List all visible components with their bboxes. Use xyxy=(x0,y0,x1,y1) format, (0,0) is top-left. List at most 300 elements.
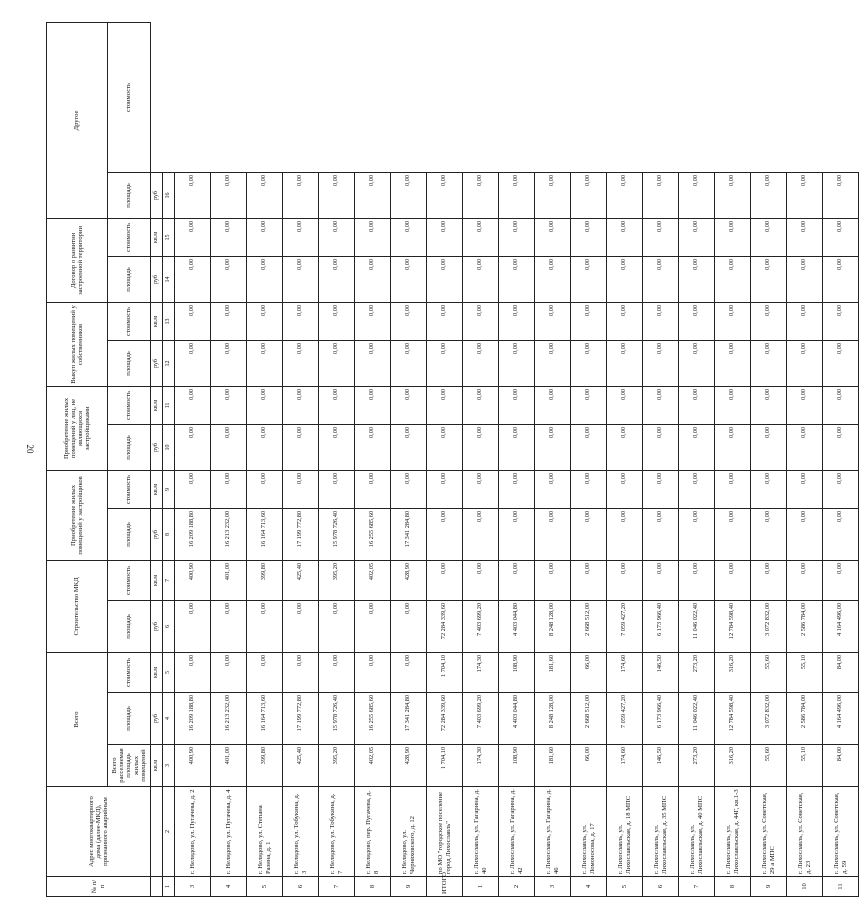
header-unit: руб xyxy=(151,256,163,302)
row-value: 0,00 xyxy=(355,302,391,340)
row-value: 0,00 xyxy=(211,302,247,340)
row-value: 0,00 xyxy=(319,340,355,386)
row-value: 0,00 xyxy=(355,652,391,692)
row-value: 0,00 xyxy=(499,340,535,386)
row-number: 2 xyxy=(499,877,535,897)
header-unit: руб xyxy=(151,172,163,218)
header-subcolumn: стоимость xyxy=(108,302,151,340)
row-value: 0,00 xyxy=(427,386,463,424)
table-row xyxy=(175,23,211,897)
row-value: 395,20 xyxy=(319,745,355,787)
row-value: 0,00 xyxy=(463,424,499,470)
row-value: 12 784 598,40 xyxy=(715,600,751,652)
row-value: 0,00 xyxy=(715,172,751,218)
row-value: 0,00 xyxy=(319,470,355,508)
row-value: 0,00 xyxy=(463,470,499,508)
row-value: 66,00 xyxy=(571,745,607,787)
row-value: 0,00 xyxy=(715,470,751,508)
row-value: 11 046 022,40 xyxy=(679,693,715,745)
header-unit: кв.м xyxy=(151,302,163,340)
row-value: 0,00 xyxy=(679,302,715,340)
row-address: г. Лихославль, ул. Лихославльская, д. 18 МПС xyxy=(607,787,643,877)
row-value: 0,00 xyxy=(823,256,859,302)
row-value: 0,00 xyxy=(247,302,283,340)
header-group: Выкуп жилых помещений у собственников xyxy=(47,302,108,386)
row-value: 2 586 784,00 xyxy=(787,600,823,652)
row-address: г. Нелидово, ул. Тобукина, д. 3 xyxy=(283,787,319,877)
row-number: 4 xyxy=(211,877,247,897)
row-value: 16 164 713,60 xyxy=(247,508,283,560)
row-value: 0,00 xyxy=(535,340,571,386)
row-value: 0,00 xyxy=(319,424,355,470)
row-value: 0,00 xyxy=(607,470,643,508)
row-value: 0,00 xyxy=(823,560,859,600)
row-value: 15 978 726,40 xyxy=(319,693,355,745)
row-number: 7 xyxy=(319,877,355,897)
table-row xyxy=(499,23,535,897)
row-value: 0,00 xyxy=(175,386,211,424)
row-value: 425,40 xyxy=(283,560,319,600)
header-index: 3 xyxy=(163,745,175,787)
row-value: 12 784 598,40 xyxy=(715,693,751,745)
row-value: 0,00 xyxy=(499,560,535,600)
table-row xyxy=(247,23,283,897)
row-value: 0,00 xyxy=(427,470,463,508)
row-value: 146,50 xyxy=(643,745,679,787)
row-value: 0,00 xyxy=(175,218,211,256)
row-value: 55,60 xyxy=(751,745,787,787)
row-value: 0,00 xyxy=(607,508,643,560)
row-value: 400,90 xyxy=(175,560,211,600)
row-value: 0,00 xyxy=(391,600,427,652)
header-unit: кв.м xyxy=(151,218,163,256)
row-value: 399,80 xyxy=(247,745,283,787)
row-address: г. Лихославль, ул. Советская, д. 59 xyxy=(823,787,859,877)
row-value: 425,40 xyxy=(283,745,319,787)
row-value: 0,00 xyxy=(751,560,787,600)
row-value: 0,00 xyxy=(355,470,391,508)
header-group: Всего xyxy=(47,652,108,786)
row-value: 0,00 xyxy=(499,218,535,256)
row-value: 2 586 784,00 xyxy=(787,693,823,745)
row-value: 0,00 xyxy=(283,386,319,424)
row-address: г. Нелидово, пер. Пугачева, д. 8 xyxy=(355,787,391,877)
row-value: 0,00 xyxy=(355,340,391,386)
row-value: 0,00 xyxy=(247,172,283,218)
row-value: 17 341 284,80 xyxy=(391,693,427,745)
row-value: 0,00 xyxy=(211,340,247,386)
row-value: 16 255 685,60 xyxy=(355,693,391,745)
row-value: 0,00 xyxy=(715,508,751,560)
row-value: 0,00 xyxy=(535,172,571,218)
header-subcolumn: площадь xyxy=(108,508,151,560)
row-value: 55,60 xyxy=(751,652,787,692)
table-row xyxy=(319,23,355,897)
row-value: 0,00 xyxy=(607,560,643,600)
row-value: 0,00 xyxy=(175,652,211,692)
header-subcolumn: стоимость xyxy=(108,218,151,256)
row-value: 0,00 xyxy=(643,424,679,470)
row-value: 84,00 xyxy=(823,652,859,692)
header-subcolumn: площадь xyxy=(108,600,151,652)
table-row xyxy=(391,23,427,897)
row-number: 4 xyxy=(571,877,607,897)
row-value: 401,00 xyxy=(211,745,247,787)
header-index: 16 xyxy=(163,172,175,218)
row-value: 0,00 xyxy=(283,470,319,508)
row-value: 0,00 xyxy=(571,340,607,386)
row-number: 1 xyxy=(463,877,499,897)
row-value: 0,00 xyxy=(751,340,787,386)
row-address: г. Лихославль, ул. Гагарина, д. 42 xyxy=(499,787,535,877)
row-value: 0,00 xyxy=(751,256,787,302)
row-value: 6 173 966,40 xyxy=(643,693,679,745)
row-value: 0,00 xyxy=(679,172,715,218)
row-value: 402,05 xyxy=(355,560,391,600)
row-value: 0,00 xyxy=(643,340,679,386)
row-value: 0,00 xyxy=(751,302,787,340)
header-subcolumn: стоимость xyxy=(108,652,151,692)
row-value: 72 284 339,60 xyxy=(427,693,463,745)
row-value: 0,00 xyxy=(499,386,535,424)
row-value: 0,00 xyxy=(355,256,391,302)
row-value: 16 164 713,60 xyxy=(247,693,283,745)
header-index: 7 xyxy=(163,560,175,600)
row-value: 0,00 xyxy=(283,172,319,218)
row-value: 0,00 xyxy=(247,424,283,470)
table-row xyxy=(787,23,823,897)
row-value: 146,50 xyxy=(643,652,679,692)
row-value: 3 072 832,00 xyxy=(751,600,787,652)
row-value: 174,60 xyxy=(607,652,643,692)
row-address: г. Лихославль, ул. Лихославльская, д. 40 МПС xyxy=(679,787,715,877)
header-index: 15 xyxy=(163,218,175,256)
row-value: 0,00 xyxy=(571,424,607,470)
row-value: 0,00 xyxy=(463,560,499,600)
table-row xyxy=(643,23,679,897)
header-unit: кв.м xyxy=(151,386,163,424)
row-value: 0,00 xyxy=(247,340,283,386)
row-value: 0,00 xyxy=(715,386,751,424)
header-index: 10 xyxy=(163,424,175,470)
row-value: 0,00 xyxy=(535,256,571,302)
row-value: 0,00 xyxy=(787,508,823,560)
row-value: 0,00 xyxy=(607,256,643,302)
row-value: 0,00 xyxy=(247,470,283,508)
row-address: г. Нелидово, ул. Черняховского, д. 12 xyxy=(391,787,427,877)
row-value: 0,00 xyxy=(175,302,211,340)
row-value: 0,00 xyxy=(535,218,571,256)
row-value: 0,00 xyxy=(463,256,499,302)
row-value: 0,00 xyxy=(751,218,787,256)
row-value: 0,00 xyxy=(787,302,823,340)
header-index: 11 xyxy=(163,386,175,424)
row-address: г. Нелидово, ул. Пугачева, д. 4 xyxy=(211,787,247,877)
header-index: 2 xyxy=(163,787,175,877)
header-index: 9 xyxy=(163,470,175,508)
header-group: Строительство МКД xyxy=(47,560,108,652)
row-value: 1 704,10 xyxy=(427,652,463,692)
row-value: 0,00 xyxy=(211,172,247,218)
row-value: 0,00 xyxy=(355,172,391,218)
table-row xyxy=(463,23,499,897)
row-value: 84,00 xyxy=(823,745,859,787)
header-index: 4 xyxy=(163,693,175,745)
row-value: 0,00 xyxy=(823,218,859,256)
row-value: 0,00 xyxy=(571,508,607,560)
header-no: № п/п xyxy=(47,877,151,897)
row-value: 0,00 xyxy=(643,386,679,424)
row-value: 273,20 xyxy=(679,745,715,787)
row-value: 0,00 xyxy=(679,560,715,600)
header-index: 5 xyxy=(163,652,175,692)
header-unit: кв.м xyxy=(151,652,163,692)
header-row-subcolumns xyxy=(108,23,151,897)
row-value: 0,00 xyxy=(787,560,823,600)
row-value: 0,00 xyxy=(391,302,427,340)
row-value: 4 164 496,00 xyxy=(823,600,859,652)
row-number: 11 xyxy=(823,877,859,897)
resettlement-table xyxy=(46,22,859,897)
row-value: 0,00 xyxy=(211,218,247,256)
header-subcolumn: площадь xyxy=(108,172,151,218)
row-value: 0,00 xyxy=(283,424,319,470)
row-value: 0,00 xyxy=(715,302,751,340)
row-value: 0,00 xyxy=(283,340,319,386)
header-index: 8 xyxy=(163,508,175,560)
row-address: г. Лихославль, ул. Гагарина, д. 46 xyxy=(535,787,571,877)
row-number: 10 xyxy=(787,877,823,897)
row-value: 7 059 427,20 xyxy=(607,600,643,652)
header-subcolumn: стоимость xyxy=(108,470,151,508)
row-value: 0,00 xyxy=(247,218,283,256)
row-value: 0,00 xyxy=(823,508,859,560)
row-value: 0,00 xyxy=(571,256,607,302)
row-value: 4 403 044,80 xyxy=(499,693,535,745)
row-address: по МО "городское поселение город Лихославль" xyxy=(427,787,463,877)
header-unit-empty xyxy=(151,787,163,877)
row-value: 16 213 232,00 xyxy=(211,693,247,745)
row-value: 0,00 xyxy=(247,386,283,424)
row-value: 0,00 xyxy=(247,600,283,652)
row-value: 0,00 xyxy=(427,218,463,256)
row-value: 0,00 xyxy=(679,256,715,302)
row-value: 0,00 xyxy=(643,508,679,560)
row-value: 0,00 xyxy=(427,424,463,470)
table-row xyxy=(355,23,391,897)
row-address: г. Лихославль, ул. Ломоносова, д. 17 xyxy=(571,787,607,877)
row-value: 400,90 xyxy=(175,745,211,787)
row-value: 0,00 xyxy=(427,340,463,386)
row-value: 0,00 xyxy=(499,470,535,508)
row-number: 3 xyxy=(535,877,571,897)
row-value: 1 704,10 xyxy=(427,745,463,787)
row-value: 0,00 xyxy=(751,172,787,218)
row-number: 5 xyxy=(607,877,643,897)
row-value: 0,00 xyxy=(679,508,715,560)
row-number: 8 xyxy=(715,877,751,897)
row-value: 0,00 xyxy=(211,256,247,302)
row-value: 0,00 xyxy=(283,652,319,692)
row-value: 0,00 xyxy=(823,470,859,508)
header-total-area: Всего расселяемая площадь жилых помещений xyxy=(108,745,151,787)
row-value: 0,00 xyxy=(391,172,427,218)
header-row-units xyxy=(151,23,163,897)
row-value: 428,90 xyxy=(391,745,427,787)
row-value: 0,00 xyxy=(355,218,391,256)
row-value: 6 173 966,40 xyxy=(643,600,679,652)
header-subcolumn: стоимость xyxy=(108,23,151,173)
row-value: 3 072 832,00 xyxy=(751,693,787,745)
header-index: 14 xyxy=(163,256,175,302)
row-value: 0,00 xyxy=(535,302,571,340)
row-value: 0,00 xyxy=(823,424,859,470)
row-value: 16 209 188,80 xyxy=(175,693,211,745)
rotated-page xyxy=(46,22,848,897)
header-unit: кв.м xyxy=(151,745,163,787)
row-value: 0,00 xyxy=(751,424,787,470)
header-row-indices xyxy=(163,23,175,897)
row-value: 0,00 xyxy=(571,302,607,340)
row-value: 16 209 188,80 xyxy=(175,508,211,560)
row-value: 0,00 xyxy=(535,386,571,424)
row-value: 0,00 xyxy=(283,218,319,256)
row-value: 399,80 xyxy=(247,560,283,600)
row-value: 0,00 xyxy=(247,256,283,302)
header-subcolumn: стоимость xyxy=(108,386,151,424)
row-address: г. Лихославль, ул. Лихославльская, д. 44Г, кв.1-3 xyxy=(715,787,751,877)
row-value: 0,00 xyxy=(427,560,463,600)
header-row-groups xyxy=(47,23,108,897)
row-value: 0,00 xyxy=(787,218,823,256)
row-value: 0,00 xyxy=(679,218,715,256)
row-value: 0,00 xyxy=(211,652,247,692)
row-value: 0,00 xyxy=(643,256,679,302)
row-value: 0,00 xyxy=(607,340,643,386)
row-value: 108,90 xyxy=(499,745,535,787)
row-value: 0,00 xyxy=(211,424,247,470)
row-value: 0,00 xyxy=(391,218,427,256)
row-value: 0,00 xyxy=(319,600,355,652)
row-value: 0,00 xyxy=(355,600,391,652)
row-value: 7 059 427,20 xyxy=(607,693,643,745)
header-unit: руб xyxy=(151,508,163,560)
table-row xyxy=(679,23,715,897)
table-row xyxy=(823,23,859,897)
row-value: 0,00 xyxy=(175,172,211,218)
row-value: 0,00 xyxy=(823,386,859,424)
row-value: 0,00 xyxy=(643,302,679,340)
row-address: г. Лихославль, ул. Лихославльская, д. 35 МПС xyxy=(643,787,679,877)
row-value: 17 199 772,80 xyxy=(283,693,319,745)
row-value: 4 164 496,00 xyxy=(823,693,859,745)
row-value: 0,00 xyxy=(175,600,211,652)
row-number: 8 xyxy=(355,877,391,897)
row-value: 2 668 512,00 xyxy=(571,693,607,745)
row-value: 174,30 xyxy=(463,745,499,787)
row-value: 0,00 xyxy=(283,302,319,340)
row-value: 0,00 xyxy=(391,652,427,692)
row-value: 0,00 xyxy=(643,470,679,508)
row-value: 0,00 xyxy=(535,470,571,508)
row-value: 0,00 xyxy=(463,302,499,340)
row-value: 16 255 685,60 xyxy=(355,508,391,560)
row-value: 0,00 xyxy=(571,560,607,600)
row-number: 9 xyxy=(391,877,427,897)
header-subcolumn: стоимость xyxy=(108,560,151,600)
row-value: 0,00 xyxy=(571,172,607,218)
row-value: 0,00 xyxy=(751,386,787,424)
row-value: 0,00 xyxy=(391,340,427,386)
row-value: 0,00 xyxy=(211,470,247,508)
row-value: 0,00 xyxy=(319,652,355,692)
row-value: 0,00 xyxy=(175,256,211,302)
row-value: 0,00 xyxy=(391,386,427,424)
header-subcolumn: площадь xyxy=(108,256,151,302)
row-value: 0,00 xyxy=(175,424,211,470)
row-value: 0,00 xyxy=(571,218,607,256)
row-value: 0,00 xyxy=(715,218,751,256)
row-value: 0,00 xyxy=(499,302,535,340)
row-value: 0,00 xyxy=(607,172,643,218)
row-value: 0,00 xyxy=(715,560,751,600)
header-unit: руб xyxy=(151,340,163,386)
table-row xyxy=(571,23,607,897)
header-subcolumn: площадь xyxy=(108,424,151,470)
header-group: Договор о развитии застроенной территории xyxy=(47,218,108,302)
row-address: г. Нелидово, ул. Степана Разина, д. 1 xyxy=(247,787,283,877)
row-value: 316,20 xyxy=(715,745,751,787)
row-value: 402,05 xyxy=(355,745,391,787)
header-subcolumn: площадь xyxy=(108,693,151,745)
row-value: 0,00 xyxy=(427,172,463,218)
row-value: 0,00 xyxy=(823,172,859,218)
row-value: 0,00 xyxy=(463,508,499,560)
row-value: 0,00 xyxy=(283,600,319,652)
row-value: 0,00 xyxy=(211,386,247,424)
row-value: 0,00 xyxy=(463,340,499,386)
header-group: Приобретение жилых помещений у лиц, не являющихся застройщиками xyxy=(47,386,108,470)
row-value: 0,00 xyxy=(607,386,643,424)
row-value: 0,00 xyxy=(319,218,355,256)
row-number: 6 xyxy=(643,877,679,897)
row-value: 0,00 xyxy=(643,218,679,256)
row-address: г. Лихославль, ул. Советская, д. 23 xyxy=(787,787,823,877)
row-value: 0,00 xyxy=(787,424,823,470)
row-value: 0,00 xyxy=(607,424,643,470)
row-value: 0,00 xyxy=(679,386,715,424)
table-row xyxy=(607,23,643,897)
row-value: 174,60 xyxy=(607,745,643,787)
row-value: 0,00 xyxy=(751,508,787,560)
row-number: 9 xyxy=(751,877,787,897)
row-value: 15 978 726,40 xyxy=(319,508,355,560)
row-value: 0,00 xyxy=(319,386,355,424)
row-value: 7 403 699,20 xyxy=(463,600,499,652)
row-value: 0,00 xyxy=(787,172,823,218)
row-value: 4 403 044,80 xyxy=(499,600,535,652)
row-value: 0,00 xyxy=(787,386,823,424)
row-value: 0,00 xyxy=(535,560,571,600)
row-value: 0,00 xyxy=(643,560,679,600)
row-value: 0,00 xyxy=(787,256,823,302)
row-address: г. Нелидово, ул. Пугачева, д. 2 xyxy=(175,787,211,877)
header-address: Адрес многоквартирного дома (далее-МКД), признанного аварийным xyxy=(47,787,151,877)
row-value: 0,00 xyxy=(211,600,247,652)
row-value: 0,00 xyxy=(391,256,427,302)
row-value: 181,60 xyxy=(535,745,571,787)
row-value: 0,00 xyxy=(787,340,823,386)
